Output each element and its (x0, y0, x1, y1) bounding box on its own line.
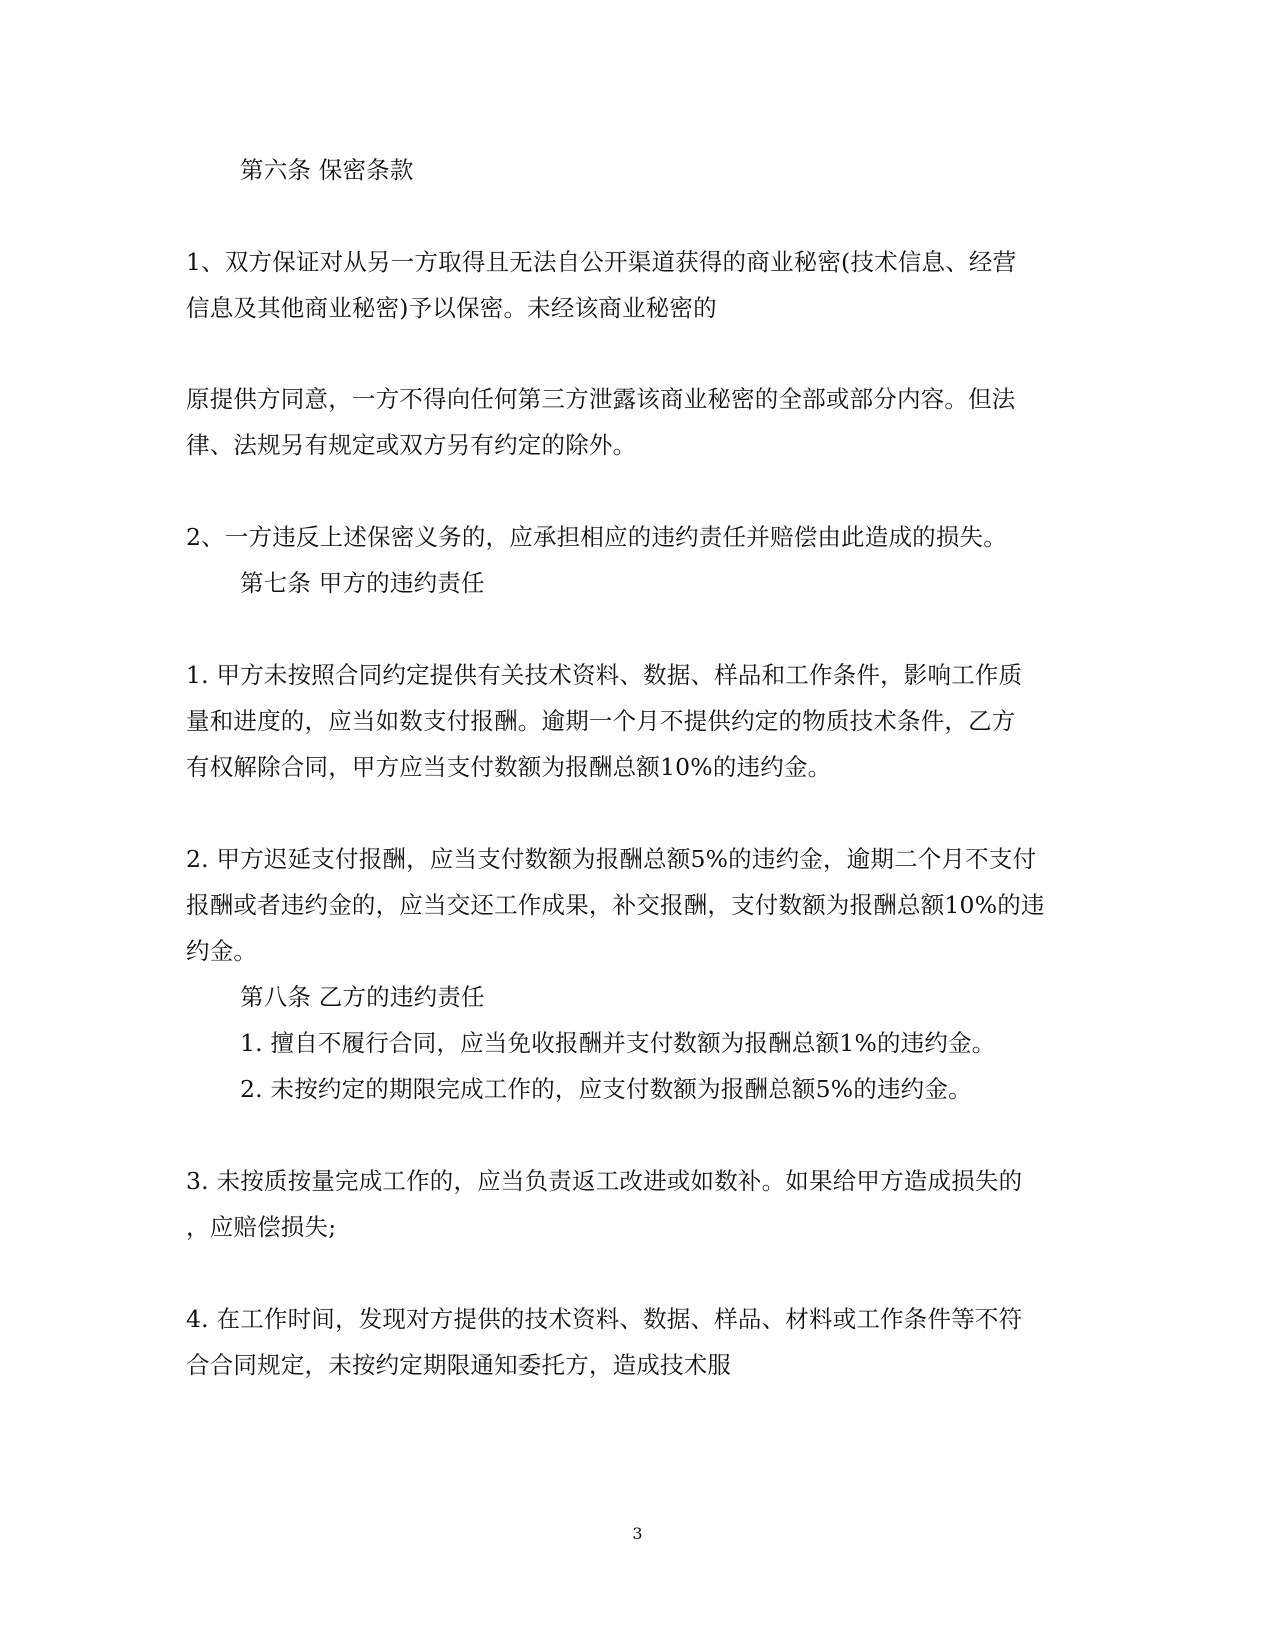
paragraph-line: 1. 擅自不履行合同，应当免收报酬并支付数额为报酬总额1%的违约金。 (240, 1029, 996, 1057)
paragraph-line: 4. 在工作时间，发现对方提供的技术资料、数据、样品、材料或工作条件等不符 (186, 1305, 1023, 1333)
paragraph-line: 2、一方违反上述保密义务的，应承担相应的违约责任并赔偿由此造成的损失。 (186, 523, 1007, 551)
paragraph-line: ，应赔偿损失; (186, 1213, 337, 1241)
article-8-heading: 第八条 乙方的违约责任 (240, 983, 485, 1011)
paragraph-line: 有权解除合同，甲方应当支付数额为报酬总额10%的违约金。 (186, 753, 832, 781)
paragraph-line: 3. 未按质按量完成工作的，应当负责返工改进或如数补。如果给甲方造成损失的 (186, 1167, 1023, 1195)
paragraph-line: 1、双方保证对从另一方取得且无法自公开渠道获得的商业秘密(技术信息、经营 (186, 248, 1017, 276)
paragraph-line: 律、法规另有规定或双方另有约定的除外。 (186, 431, 637, 459)
paragraph-line: 报酬或者违约金的，应当交还工作成果，补交报酬，支付数额为报酬总额10%的违 (186, 891, 1045, 919)
paragraph-line: 约金。 (186, 937, 258, 965)
page-number: 3 (632, 1524, 643, 1543)
paragraph-line: 信息及其他商业秘密)予以保密。未经该商业秘密的 (186, 294, 717, 322)
paragraph-line: 2. 未按约定的期限完成工作的，应支付数额为报酬总额5%的违约金。 (240, 1075, 972, 1103)
paragraph-line: 1. 甲方未按照合同约定提供有关技术资料、数据、样品和工作条件，影响工作质 (186, 661, 1023, 689)
paragraph-line: 合合同规定，未按约定期限通知委托方，造成技术服 (186, 1351, 732, 1379)
paragraph-line: 原提供方同意，一方不得向任何第三方泄露该商业秘密的全部或部分内容。但法 (186, 385, 1016, 413)
paragraph-line: 2. 甲方迟延支付报酬，应当支付数额为报酬总额5%的违约金，逾期二个月不支付 (186, 845, 1037, 873)
paragraph-line: 量和进度的，应当如数支付报酬。逾期一个月不提供约定的物质技术条件，乙方 (186, 707, 1016, 735)
article-6-heading: 第六条 保密条款 (240, 156, 414, 184)
article-7-heading: 第七条 甲方的违约责任 (240, 569, 485, 597)
